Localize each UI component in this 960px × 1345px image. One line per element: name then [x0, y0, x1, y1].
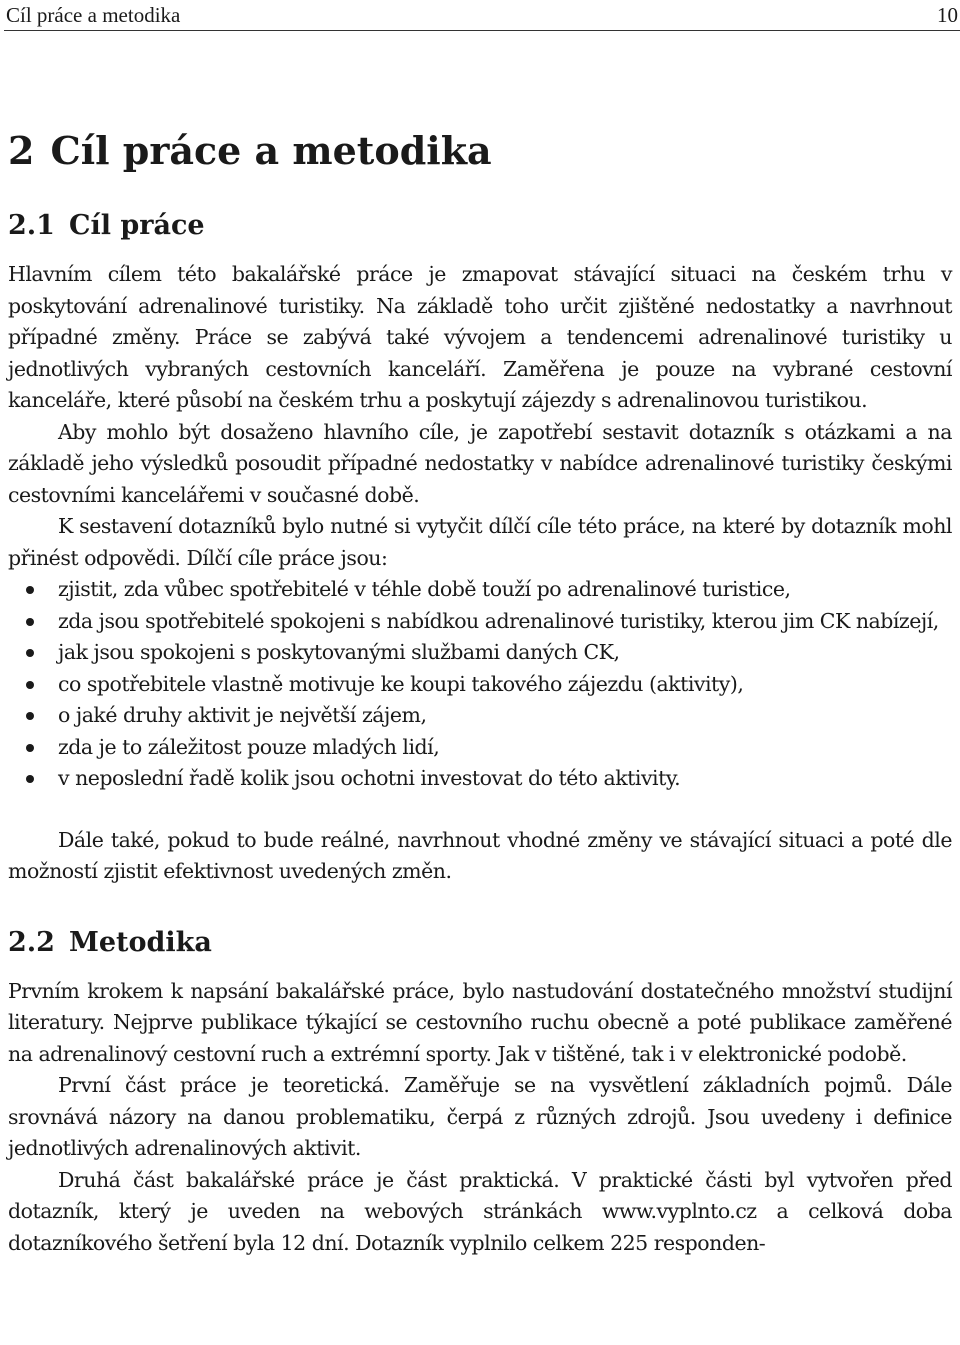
section-heading-goal	[8, 209, 952, 243]
section-heading-method	[8, 926, 952, 960]
paragraph: Prvním krokem k napsání bakalářské práce, bylo nastudování dostatečného množství studijní literatury. Nejprve publikace týkající se cestovního ruchu obecně a poté publikace zaměřené na adrenalinový cestovní ruch a extrémní sporty. Jak v tištěné, tak i v elektronické podobě.	[8, 978, 952, 1066]
paragraph: Dále také, pokud to bude reálné, navrhnout vhodné změny ve stávající situaci a poté dle možností zjistit efektivnost uvedených změn.	[8, 827, 952, 883]
document-page	[6, 0, 958, 1259]
paragraph: K sestavení dotazníků bylo nutné si vytyčit dílčí cíle této práce, na které by dotazník mohl přinést odpovědi. Dílčí cíle práce jsou:	[8, 514, 952, 570]
paragraph: Aby mohlo být dosaženo hlavního cíle, je zapotřebí sestavit dotazník s otázkami a na základě jeho výsledků posoudit případné nedostatky v nabídce adrenalinové turistiky českými cestovními kancelářemi v současné době.	[8, 419, 952, 507]
section-title: Cíl práce	[68, 210, 205, 241]
bullet-icon	[26, 775, 34, 783]
list-item-text: zda jsou spotřebitelé spokojeni s nabídkou adrenalinové turistiky, kterou jim CK nabízejí,	[58, 608, 939, 633]
chapter-title: Cíl práce a metodika	[50, 128, 492, 173]
list-item-text: zjistit, zda vůbec spotřebitelé v téhle době touží po adrenalinové turistice,	[58, 577, 791, 601]
bullet-icon	[26, 649, 34, 657]
section-number: 2.1	[8, 210, 55, 241]
list-item-text: jak jsou spokojeni s poskytovanými službami daných CK,	[58, 640, 620, 664]
bullet-icon	[26, 618, 34, 626]
list-item	[8, 763, 952, 795]
running-header-title: Cíl práce a metodika	[6, 3, 181, 27]
bullet-icon	[26, 586, 34, 594]
list-item	[8, 637, 952, 669]
list-item-text: v neposlední řadě kolik jsou ochotni investovat do této aktivity.	[58, 766, 681, 790]
list-item	[8, 669, 952, 701]
chapter-number: 2	[8, 128, 35, 173]
section-title: Metodika	[68, 926, 212, 958]
goals-list	[8, 574, 952, 795]
bullet-icon	[26, 744, 34, 752]
list-item-text: zda je to záležitost pouze mladých lidí,	[58, 734, 440, 759]
bullet-icon	[26, 712, 34, 720]
list-item	[8, 732, 952, 764]
running-header	[4, 0, 960, 31]
chapter-heading	[8, 127, 952, 175]
list-item-text: o jaké druhy aktivit je největší zájem,	[58, 703, 427, 727]
section-number: 2.2	[8, 926, 55, 958]
list-item	[8, 606, 952, 638]
list-item	[8, 700, 952, 732]
list-item	[8, 574, 952, 606]
paragraph: Hlavním cílem této bakalářské práce je zmapovat stávající situaci na českém trhu v poskytování adrenalinové turistiky. Na základě toho určit zjištěné nedostatky a navrhnout případné změny. Práce se zabývá také vývojem a tendencemi adrenalinové turistiky u jednotlivých vybraných cestovních kanceláří. Zaměřena je pouze na vybrané cestovní kanceláře, které působí na českém trhu a poskytují zájezdy s adrenalinovou turistikou.	[8, 262, 952, 412]
bullet-icon	[26, 681, 34, 689]
paragraph: Druhá část bakalářské práce je část praktická. V praktické části byl vytvořen před dotazník, který je uveden na webových stránkách www.vyplnto.cz a celková doba dotazníkového šetření byla 12 dní. Dotazník vyplnilo celkem 225 responden-	[8, 1167, 952, 1255]
list-item-text: co spotřebitele vlastně motivuje ke koupi takového zájezdu (aktivity),	[58, 671, 744, 696]
page-number: 10	[937, 3, 958, 27]
paragraph: První část práce je teoretická. Zaměřuje se na vysvětlení základních pojmů. Dále srovnává názory na danou problematiku, čerpá z různých zdrojů. Jsou uvedeny i definice jednotlivých adrenalinových aktivit.	[8, 1073, 952, 1160]
